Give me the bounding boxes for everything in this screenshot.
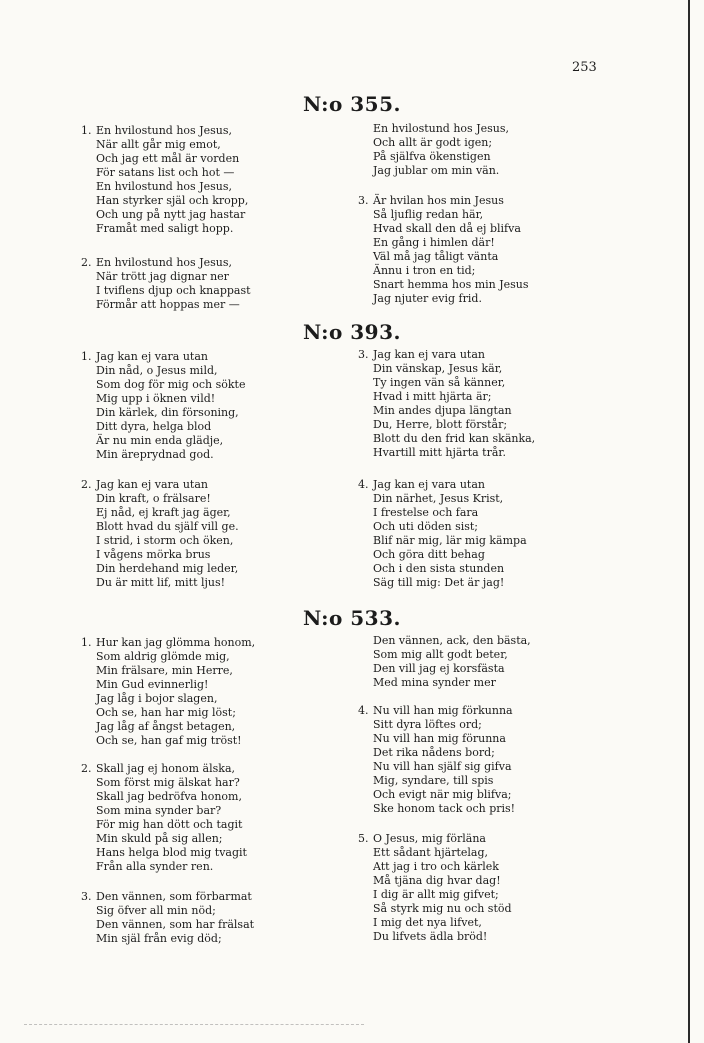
verse-line: För satans list och hot — [96, 166, 235, 179]
verse-line: Jag jublar om min vän. [373, 164, 500, 177]
verse-line: Jag låg af ångst betagen, [96, 720, 236, 733]
verse-line: Väl må jag tåligt vänta [373, 250, 499, 263]
verse-line: Jag kan ej vara utan [96, 478, 208, 491]
verse-line: Och ung på nytt jag hastar [96, 208, 246, 221]
verse-line: Mig, syndare, till spis [373, 774, 494, 787]
verse-line: Nu vill han själf sig gifva [373, 760, 512, 773]
verse-line: Min skuld på sig allen; [96, 832, 223, 845]
stanza-number: 1. [81, 636, 92, 649]
page-edge [688, 0, 690, 1043]
verse-line: Nu vill han mig förunna [373, 732, 506, 745]
page-number: 253 [572, 60, 597, 75]
verse-line: Är hvilan hos min Jesus [373, 194, 504, 207]
stanza-number: 3. [358, 348, 369, 361]
stanza [81, 124, 249, 236]
verse-line: Och allt är godt igen; [373, 136, 493, 149]
verse-line: Hvad skall den då ej blifva [373, 222, 521, 235]
verse-line: Hans helga blod mig tvagit [96, 846, 247, 859]
verse-line: Jag kan ej vara utan [373, 348, 485, 361]
stanza [81, 478, 239, 590]
verse-line: I strid, i storm och öken, [96, 534, 234, 547]
verse-line: En hvilostund hos Jesus, [96, 180, 232, 193]
verse-line: Som aldrig glömde mig, [96, 650, 230, 663]
stanza-number: 4. [358, 478, 369, 491]
verse-line: När allt går mig emot, [96, 138, 221, 151]
verse-line: Min äreprydnad god. [96, 448, 214, 461]
verse-line: En hvilostund hos Jesus, [96, 256, 232, 269]
verse-line: Jag låg i bojor slagen, [96, 692, 218, 705]
hymn-number: N:o 393. [303, 320, 401, 344]
verse-line: Som mig allt godt beter, [373, 648, 508, 661]
verse-line: Med mina synder mer [373, 676, 496, 689]
verse-line: Min Gud evinnerlig! [96, 678, 209, 691]
verse-line: Och jag ett mål är vorden [96, 152, 240, 165]
verse-line: Min frälsare, min Herre, [96, 664, 233, 677]
verse-line: I mig det nya lifvet, [373, 916, 482, 929]
verse-line: Säg till mig: Det är jag! [373, 576, 505, 589]
verse-line: Och se, han har mig löst; [96, 706, 236, 719]
verse-line: Som mina synder bar? [96, 804, 222, 817]
verse-line: Jag kan ej vara utan [96, 350, 208, 363]
verse-line: Din herdehand mig leder, [96, 562, 239, 575]
verse-line: Snart hemma hos min Jesus [373, 278, 529, 291]
verse-line: På själfva ökenstigen [373, 150, 491, 163]
verse-line: En hvilostund hos Jesus, [96, 124, 232, 137]
verse-line: En gång i himlen där! [373, 236, 495, 249]
verse-line: När trött jag dignar ner [96, 270, 229, 283]
verse-line: Så styrk mig nu och stöd [373, 902, 512, 915]
verse-line: Hvad i mitt hjärta är; [373, 390, 492, 403]
verse-line: I tviflens djup och knappast [96, 284, 251, 297]
verse-line: Må tjäna dig hvar dag! [373, 874, 501, 887]
verse-line: Den vill jag ej korsfästa [373, 662, 505, 675]
verse-line: Ditt dyra, helga blod [96, 420, 212, 433]
verse-line: Och se, han gaf mig tröst! [96, 734, 242, 747]
verse-line: Så ljuflig redan här, [373, 208, 484, 221]
stanza-number: 5. [358, 832, 369, 845]
verse-line: Din närhet, Jesus Krist, [373, 492, 504, 505]
verse-line: Ej nåd, ej kraft jag äger, [96, 506, 231, 519]
verse-line: O Jesus, mig förläna [373, 832, 486, 845]
stanza-number: 3. [358, 194, 369, 207]
verse-line: Skall jag ej honom älska, [96, 762, 235, 775]
verse-line: Du är mitt lif, mitt ljus! [96, 576, 226, 589]
stanza [81, 636, 256, 748]
verse-line: Förmår att hoppas mer — [96, 298, 240, 311]
stanza [81, 762, 247, 874]
stanza-number: 1. [81, 124, 92, 137]
verse-line: Och evigt när mig blifva; [373, 788, 512, 801]
verse-line: Ske honom tack och pris! [373, 802, 516, 815]
hymn-number: N:o 355. [303, 92, 401, 116]
verse-line: I frestelse och fara [373, 506, 479, 519]
verse-line: I vågens mörka brus [96, 548, 211, 561]
verse-line: Som först mig älskat har? [96, 776, 240, 789]
verse-line: Sitt dyra löftes ord; [373, 718, 482, 731]
hymn-number: N:o 533. [303, 606, 401, 630]
verse-line: Ett sådant hjärtelag, [373, 846, 489, 859]
stanza [81, 256, 251, 312]
verse-line: Och göra ditt behag [373, 548, 485, 561]
stanza [358, 832, 512, 944]
verse-line: Att jag i tro och kärlek [373, 860, 499, 873]
verse-line: Han styrker själ och kropp, [96, 194, 249, 207]
verse-line: Min själ från evig död; [96, 932, 222, 945]
verse-line: Hur kan jag glömma honom, [96, 636, 256, 649]
verse-line: Den vännen, som förbarmat [96, 890, 252, 903]
stanza [81, 890, 255, 946]
stanza-number: 1. [81, 350, 92, 363]
stanza-number: 2. [81, 256, 92, 269]
stanza [358, 478, 527, 590]
verse-line: Skall jag bedröfva honom, [96, 790, 242, 803]
verse-line: Blott du den frid kan skänka, [373, 432, 536, 445]
verse-line: Den vännen, som har frälsat [96, 918, 255, 931]
verse-line: Din kraft, o frälsare! [96, 492, 211, 505]
verse-line: Det rika nådens bord; [373, 746, 495, 759]
stanza-number: 2. [81, 762, 92, 775]
verse-line: I dig är allt mig gifvet; [373, 888, 499, 901]
verse-line: Framåt med saligt hopp. [96, 222, 234, 235]
verse-line: Som dog för mig och sökte [96, 378, 246, 391]
verse-line: Du lifvets ädla bröd! [373, 930, 488, 943]
verse-line: Din nåd, o Jesus mild, [96, 364, 218, 377]
verse-line: Ty ingen vän så känner, [373, 376, 506, 389]
stanza-number: 2. [81, 478, 92, 491]
stanza [358, 348, 536, 460]
verse-line: Sig öfver all min nöd; [96, 904, 216, 917]
stanza-number: 3. [81, 890, 92, 903]
verse-line: Mig upp i öknen vild! [96, 392, 216, 405]
bottom-rule [24, 1023, 364, 1025]
verse-line: Blif när mig, lär mig kämpa [373, 534, 527, 547]
verse-line: Och uti döden sist; [373, 520, 479, 533]
verse-line: Och i den sista stunden [373, 562, 505, 575]
verse-line: Hvartill mitt hjärta trår. [373, 446, 506, 459]
stanza [358, 194, 529, 306]
verse-line: Din vänskap, Jesus kär, [373, 362, 503, 375]
verse-line: För mig han dött och tagit [96, 818, 243, 831]
verse-line: Min andes djupa längtan [373, 404, 512, 417]
stanza [373, 122, 509, 178]
verse-line: En hvilostund hos Jesus, [373, 122, 509, 135]
verse-line: Jag njuter evig frid. [373, 292, 482, 305]
verse-line: Din kärlek, din försoning, [96, 406, 239, 419]
verse-line: Nu vill han mig förkunna [373, 704, 513, 717]
verse-line: Du, Herre, blott förstår; [373, 418, 508, 431]
verse-line: Ännu i tron en tid; [373, 264, 476, 277]
verse-line: Jag kan ej vara utan [373, 478, 485, 491]
verse-line: Från alla synder ren. [96, 860, 214, 873]
verse-line: Blott hvad du själf vill ge. [96, 520, 239, 533]
verse-line: Den vännen, ack, den bästa, [373, 634, 531, 647]
stanza [358, 704, 516, 816]
stanza [373, 634, 531, 690]
stanza-number: 4. [358, 704, 369, 717]
stanza [81, 350, 246, 462]
verse-line: Är nu min enda glädje, [96, 434, 224, 447]
